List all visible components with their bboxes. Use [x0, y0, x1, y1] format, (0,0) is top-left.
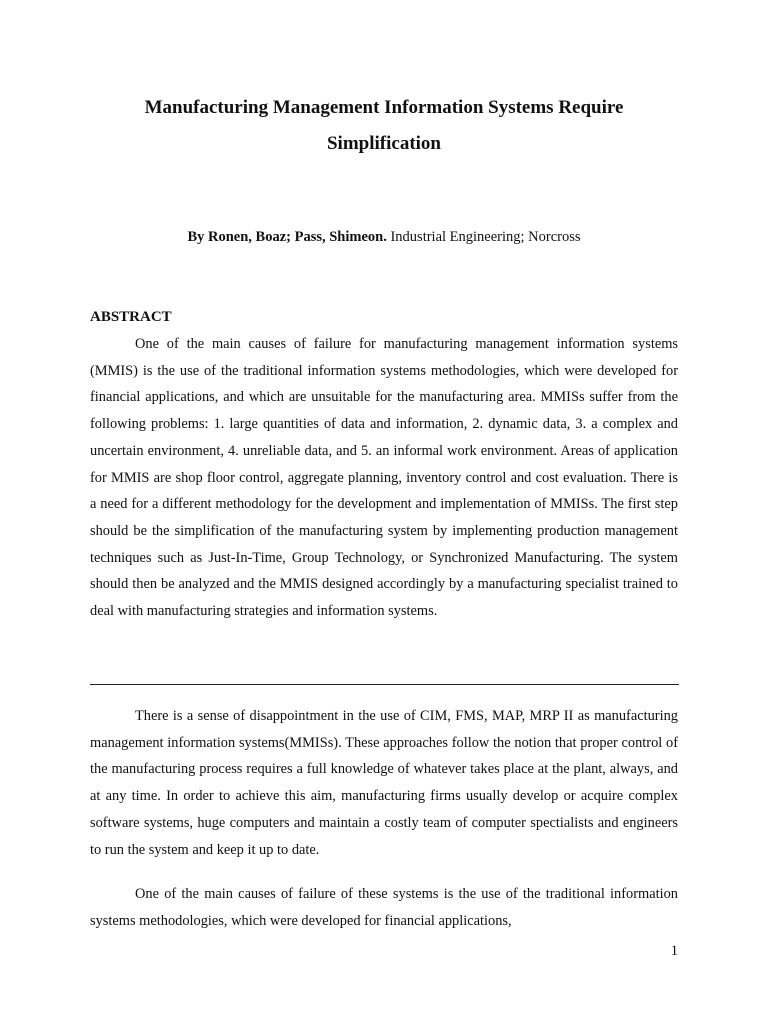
page-title: Manufacturing Management Information Systems Require Simplification	[144, 97, 624, 154]
byline-authors: By Ronen, Boaz; Pass, Shimeon.	[187, 229, 387, 245]
byline-publication: Industrial Engineering; Norcross	[386, 229, 581, 245]
page-number: 1	[670, 943, 678, 959]
abstract-heading: ABSTRACT	[90, 309, 172, 325]
body-paragraph: One of the main causes of failure of these systems is the use of the traditional information systems methodologies, which were developed for financial applications,	[90, 886, 678, 929]
abstract-text: One of the main causes of failure for manufacturing management information systems (MMIS) is the use of the traditional information systems methodologies, which were developed for financial applications, and which are unsuitable for the manufacturing area. MMISs suffer from the following problems: 1. large quantities of data and information, 2. dynamic data, 3. a complex and uncertain environment, 4. unreliable data, and 5. an informal work environment. Areas of application for MMIS are shop floor control, aggregate planning, inventory control and cost evaluation. There is a need for a different methodology for the development and implementation of MMISs. The first step should be the simplification of the manufacturing system by implementing production management techniques such as Just-In-Time, Group Technology, or Synchronized Manufacturing. The system should then be analyzed and the MMIS designed accordingly by a manufacturing specialist trained to deal with manufacturing strategies and information systems.	[90, 336, 678, 620]
byline	[90, 227, 678, 247]
section-divider	[90, 684, 679, 685]
body-paragraph: There is a sense of disappointment in the use of CIM, FMS, MAP, MRP II as manufacturing management information systems(MMISs). These approaches follow the notion that proper control of the manufacturing process requires a full knowledge of whatever takes place at the plant, always, and at any time. In order to achieve this aim, manufacturing firms usually develop or acquire complex software systems, huge computers and maintain a costly team of computer spectialists and engineers to run the system and keep it up to date.	[90, 708, 678, 858]
